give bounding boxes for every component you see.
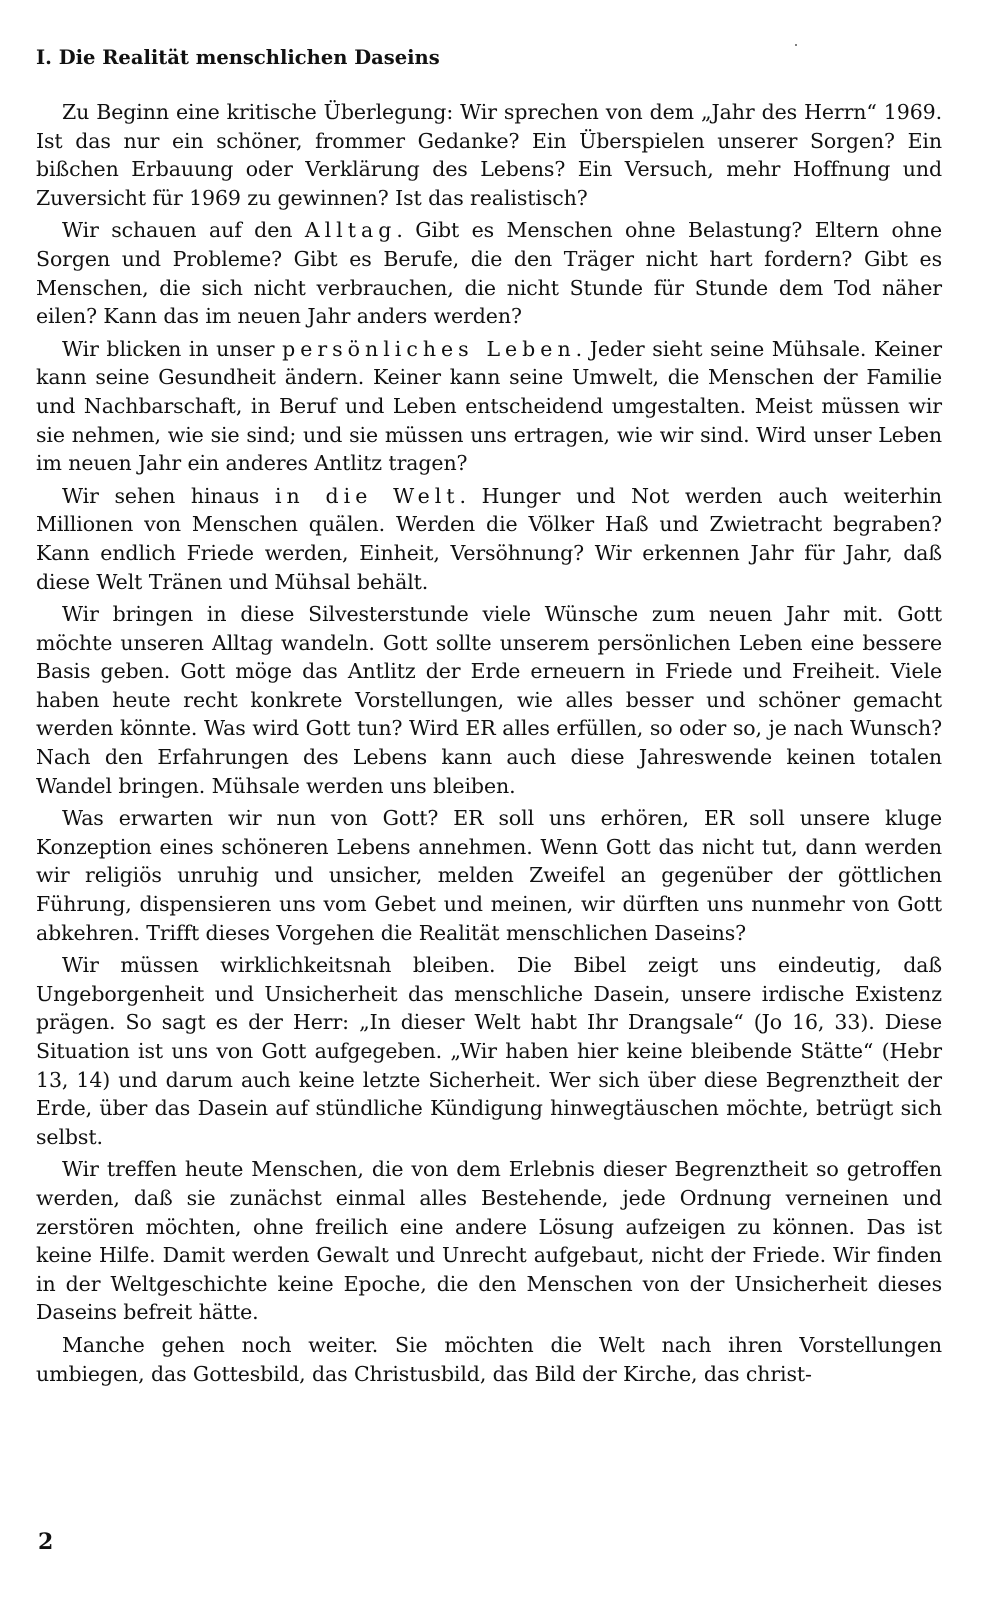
page-number: 2 bbox=[38, 1529, 54, 1555]
emphasized-term: Alltag bbox=[304, 218, 397, 243]
paragraph bbox=[36, 951, 942, 1151]
paragraph bbox=[36, 98, 942, 212]
paragraph-text: . Gibt es Menschen ohne Belastung? Eltern ohne Sorgen und Probleme? Gibt es Berufe, die den Träger nicht hart fordern? Gibt es Menschen, die sich nicht verbrauchen, die nicht Stunde für Stunde dem Tod näher eilen? Kann das im neuen Jahr anders werden? bbox=[36, 218, 942, 329]
paragraph bbox=[36, 482, 942, 596]
paragraph-text: Wir treffen heute Menschen, die von dem Erlebnis dieser Begrenztheit so getroffen werden, daß sie zunächst einmal alles Bestehende, jede Ordnung verneinen und zerstören möchten, ohne freilich eine andere Lösung aufzeigen zu können. Das ist keine Hilfe. Damit werden Gewalt und Unrecht aufgebaut, nicht der Friede. Wir finden in der Weltgeschichte keine Epoche, die den Menschen von der Unsicherheit dieses Daseins befreit hätte. bbox=[36, 1157, 942, 1325]
paragraph bbox=[36, 335, 942, 478]
paragraph-text: Zu Beginn eine kritische Überlegung: Wir sprechen von dem „Jahr des Herrn“ 1969. Ist das nur ein schöner, frommer Gedanke? Ein Überspielen unserer Sorgen? Ein bißchen Erbauung oder Verklärung des Lebens? Ein Versuch, mehr Hoffnung und Zuversicht für 1969 zu gewinnen? Ist das realistisch? bbox=[36, 100, 942, 210]
paragraph-text: Was erwarten wir nun von Gott? ER soll uns erhören, ER soll unsere kluge Konzeption eines schöneren Lebens annehmen. Wenn Gott das nicht tut, dann werden wir religiös unruhig und unsicher, melden Zweifel an gegenüber der göttlichen Führung, dispensieren uns vom Gebet und meinen, wir dürften uns nunmehr von Gott abkehren. Trifft dieses Vorgehen die Realität menschlichen Daseins? bbox=[36, 806, 942, 945]
page-body bbox=[36, 44, 942, 1392]
paragraph-text: Wir sehen hinaus bbox=[62, 483, 275, 508]
paragraph-text: Wir schauen auf den bbox=[62, 218, 305, 243]
paragraph-text: Wir blicken in unser bbox=[62, 336, 283, 361]
paragraph bbox=[36, 804, 942, 947]
emphasized-term: persönliches Leben bbox=[282, 336, 576, 361]
paragraph-text: . Jeder sieht seine Mühsale. Keiner kann seine Gesundheit ändern. Keiner kann seine Umwelt, die Menschen der Familie und Nachbarschaft, in Beruf und Leben entscheidend umgestalten. Meist müssen wir sie nehmen, wie sie sind; und sie müssen uns ertragen, wie wir sind. Wird unser Leben im neuen Jahr ein anderes Antlitz tragen? bbox=[36, 336, 942, 476]
emphasized-term: in die Welt bbox=[274, 483, 460, 508]
paragraph bbox=[36, 1155, 942, 1327]
paragraph bbox=[36, 1331, 942, 1388]
section-heading: I. Die Realität menschlichen Daseins bbox=[36, 46, 440, 69]
paragraph-text: Wir müssen wirklichkeitsnah bleiben. Die Bibel zeigt uns eindeutig, daß Ungeborgenheit und Unsicherheit das menschliche Dasein, unsere irdische Existenz prägen. So sagt es der Herr: „In dieser Welt habt Ihr Drangsale“ (Jo 16, 33). Diese Situation ist uns von Gott aufgegeben. „Wir haben hier keine bleibende Stätte“ (Hebr 13, 14) und darum auch keine letzte Sicherheit. Wer sich über diese Begrenztheit der Erde, über das Dasein auf stündliche Kündigung hinwegtäuschen möchte, betrügt sich selbst. bbox=[36, 953, 942, 1149]
paragraph-text: . Hunger und Not werden auch weiterhin Millionen von Menschen quälen. Werden die Völker Haß und Zwietracht begraben? Kann endlich Friede werden, Einheit, Versöhnung? Wir erkennen Jahr für Jahr, daß diese Welt Tränen und Mühsal behält. bbox=[36, 483, 942, 594]
paragraph-text: Wir bringen in diese Silvesterstunde viele Wünsche zum neuen Jahr mit. Gott möchte unseren Alltag wandeln. Gott sollte unserem persönlichen Leben eine bessere Basis geben. Gott möge das Antlitz der Erde erneuern in Friede und Freiheit. Viele haben heute recht konkrete Vorstellungen, wie alles besser und schöner gemacht werden könnte. Was wird Gott tun? Wird ER alles erfüllen, so oder so, je nach Wunsch? Nach den Erfahrungen des Lebens kann auch diese Jahreswende keinen totalen Wandel bringen. Mühsale werden uns bleiben. bbox=[36, 602, 942, 798]
paragraph-text: Manche gehen noch weiter. Sie möchten die Welt nach ihren Vorstellungen umbiegen, das Gottesbild, das Christusbild, das Bild der Kirche, das christ- bbox=[36, 1332, 942, 1386]
paragraph bbox=[36, 600, 942, 800]
paragraph bbox=[36, 216, 942, 330]
